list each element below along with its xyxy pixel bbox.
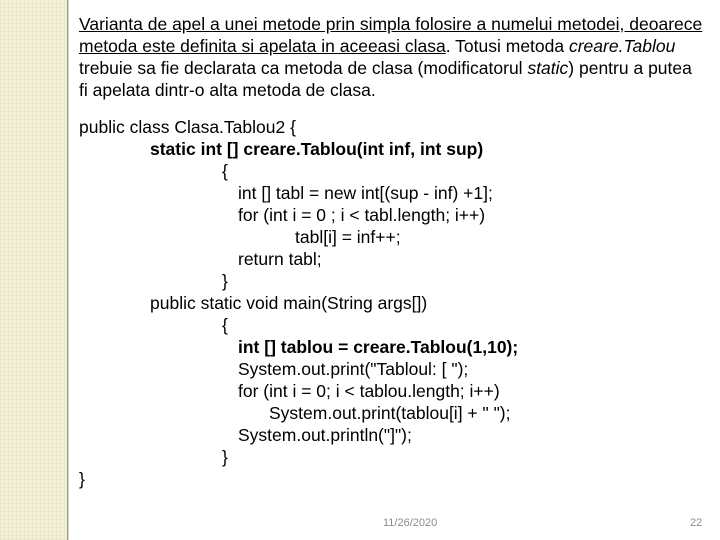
code-line-main-signature: public static void main(String args[]) <box>150 293 428 313</box>
code-line-for-loop: for (int i = 0 ; i < tabl.length; i++) <box>238 205 486 225</box>
code-line-println-close: System.out.println("]"); <box>238 425 412 445</box>
intro-underlined-text: Varianta de apel a unei metode prin simpla folosire a numelui metodei, deoarece metoda este definita si apelata in aceeasi clasa <box>79 14 703 56</box>
code-line-print-header: System.out.print("Tabloul: [ "); <box>238 359 469 379</box>
code-line-open-brace: { <box>222 161 228 181</box>
intro-text-4: trebuie sa fie declarata ca metoda de clasa (modificatorul <box>79 58 528 78</box>
code-line-close-brace: } <box>222 271 228 291</box>
code-line-return: return tabl; <box>238 249 322 269</box>
code-line-method-signature: static int [] creare.Tablou(int inf, int sup) <box>150 139 484 159</box>
intro-static-keyword: static <box>527 58 569 78</box>
intro-text-6: ) pentru a putea fi apelata dintr-o alta metoda de clasa. <box>79 58 692 100</box>
code-line-main-open-brace: { <box>222 315 228 335</box>
code-line-main-for-loop: for (int i = 0; i < tablou.length; i++) <box>238 381 500 401</box>
code-line-array-declaration: int [] tabl = new int[(sup - inf) +1]; <box>238 183 493 203</box>
footer-page-number: 22 <box>690 517 703 529</box>
code-line-print-element: System.out.print(tablou[i] + " "); <box>269 403 511 423</box>
decorative-side-band <box>0 0 68 540</box>
intro-method-name: creare.Tablou <box>568 36 676 56</box>
code-line-class-close-brace: } <box>79 469 85 489</box>
footer-date: 11/26/2020 <box>383 517 438 529</box>
intro-text-2: . Totusi metoda <box>445 36 569 56</box>
code-line-call-creare: int [] tablou = creare.Tablou(1,10); <box>238 337 519 357</box>
code-line-main-close-brace: } <box>222 447 228 467</box>
code-line-assignment: tabl[i] = inf++; <box>295 227 401 247</box>
code-line-class-header: public class Clasa.Tablou2 { <box>79 117 296 137</box>
intro-paragraph <box>79 13 704 101</box>
